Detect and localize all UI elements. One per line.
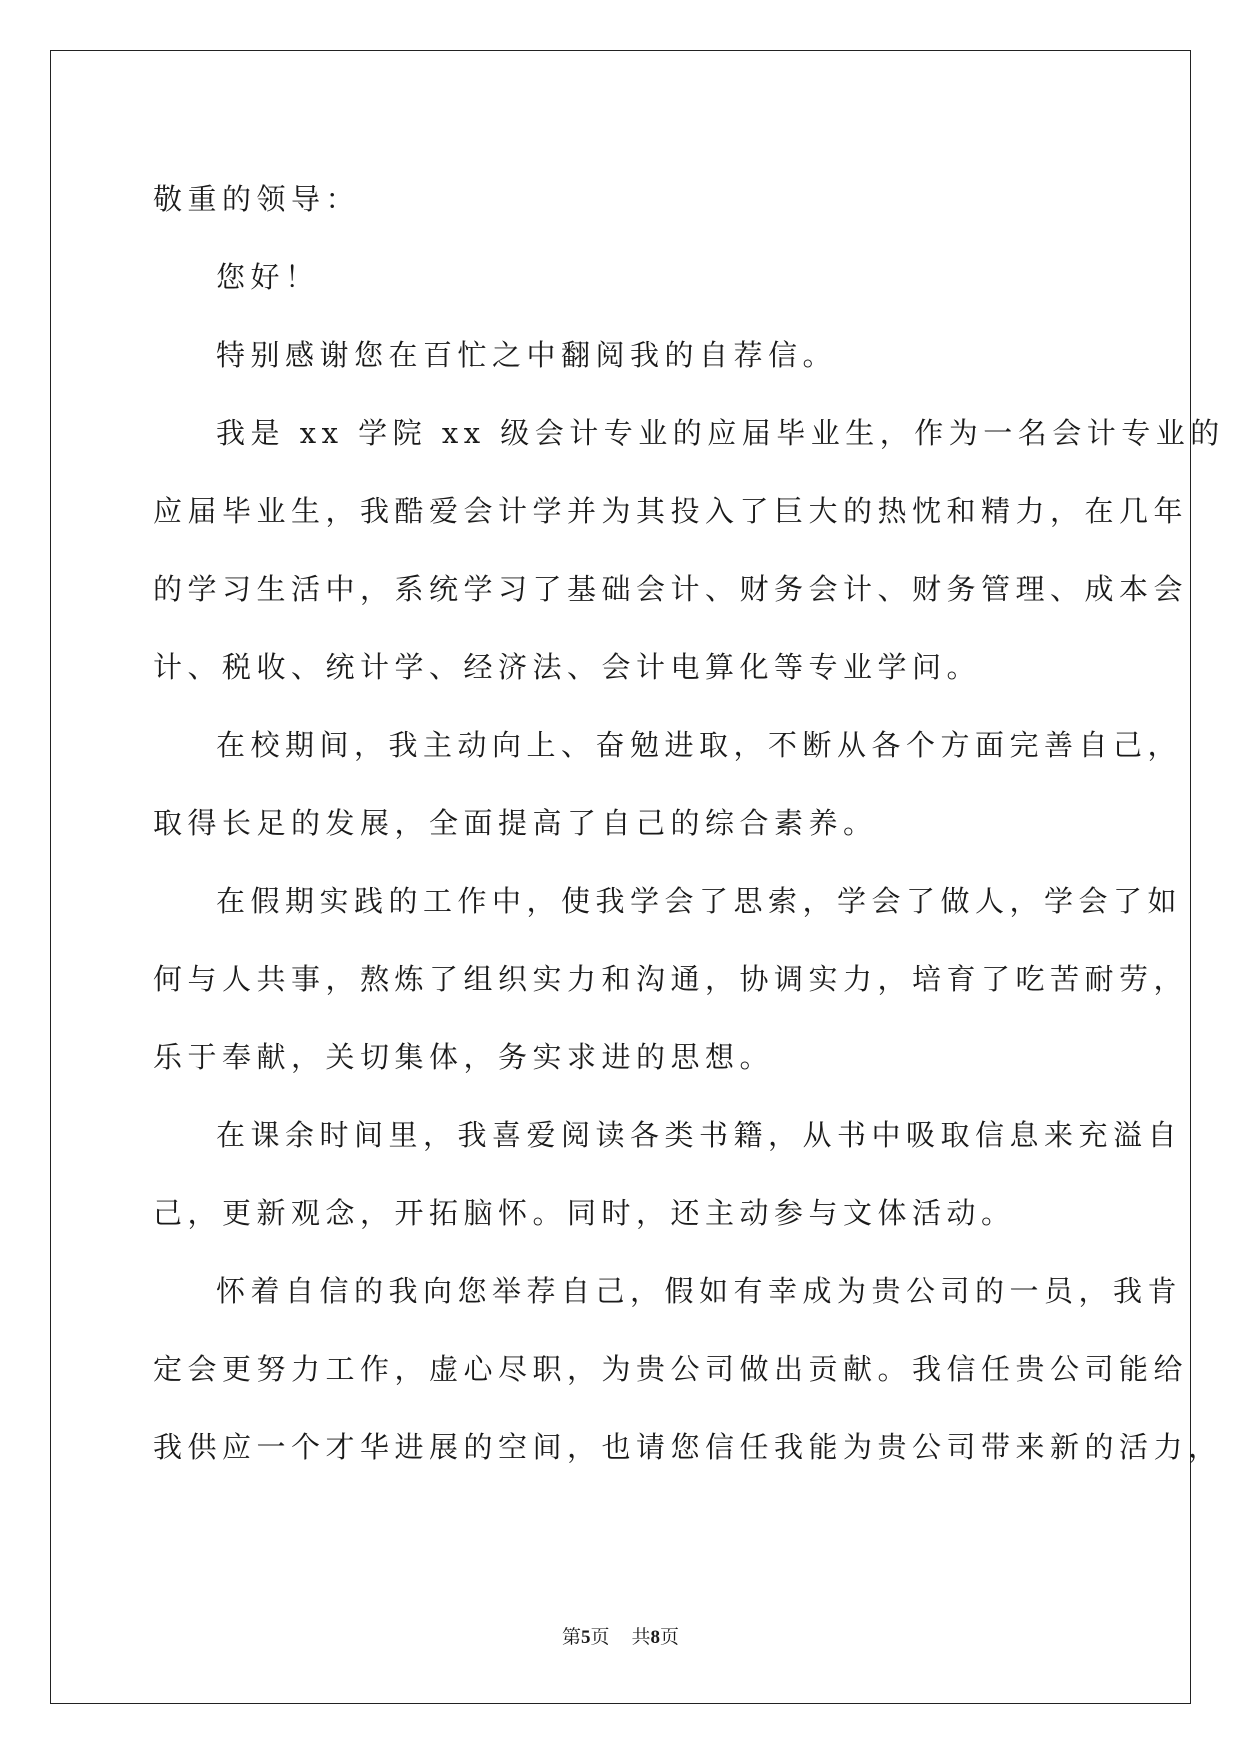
total-prefix: 共 xyxy=(631,1627,651,1648)
total-suffix: 页 xyxy=(660,1627,680,1648)
body-line: 怀着自信的我向您举荐自己，假如有幸成为贵公司的一员，我肯 xyxy=(216,1274,1183,1308)
body-line: 的学习生活中，系统学习了基础会计、财务会计、财务管理、成本会 xyxy=(153,572,1189,606)
body-line: 在校期间，我主动向上、奋勉进取，不断从各个方面完善自己， xyxy=(216,728,1183,762)
body-line: 定会更努力工作，虚心尽职，为贵公司做出贡献。我信任贵公司能给 xyxy=(153,1352,1189,1386)
body-line: 我是 xx 学院 xx 级会计专业的应届毕业生，作为一名会计专业的 xyxy=(216,416,1225,450)
page-prefix: 第 xyxy=(561,1627,581,1648)
body-line: 特别感谢您在百忙之中翻阅我的自荐信。 xyxy=(216,338,838,372)
body-line: 取得长足的发展，全面提高了自己的综合素养。 xyxy=(153,806,878,840)
body-line: 何与人共事，熬炼了组织实力和沟通，协调实力，培育了吃苦耐劳， xyxy=(153,962,1189,996)
body-line: 计、税收、统计学、经济法、会计电算化等专业学问。 xyxy=(153,650,982,684)
body-line: 在假期实践的工作中，使我学会了思索，学会了做人，学会了如 xyxy=(216,884,1183,918)
total-pages: 8 xyxy=(650,1627,661,1648)
body-line: 我供应一个才华进展的空间，也请您信任我能为贵公司带来新的活力， xyxy=(153,1430,1223,1464)
page-number: 5 xyxy=(580,1627,591,1648)
letter-body xyxy=(153,160,1225,1486)
page-footer xyxy=(0,1622,1241,1649)
body-line: 在课余时间里，我喜爱阅读各类书籍，从书中吸取信息来充溢自 xyxy=(216,1118,1183,1152)
body-line: 己，更新观念，开拓脑怀。同时，还主动参与文体活动。 xyxy=(153,1196,1016,1230)
greeting: 您好！ xyxy=(216,260,320,294)
salutation: 敬重的领导： xyxy=(153,182,361,216)
body-line: 应届毕业生，我酷爱会计学并为其投入了巨大的热忱和精力，在几年 xyxy=(153,494,1189,528)
page-suffix: 页 xyxy=(590,1627,610,1648)
body-line: 乐于奉献，关切集体，务实求进的思想。 xyxy=(153,1040,775,1074)
